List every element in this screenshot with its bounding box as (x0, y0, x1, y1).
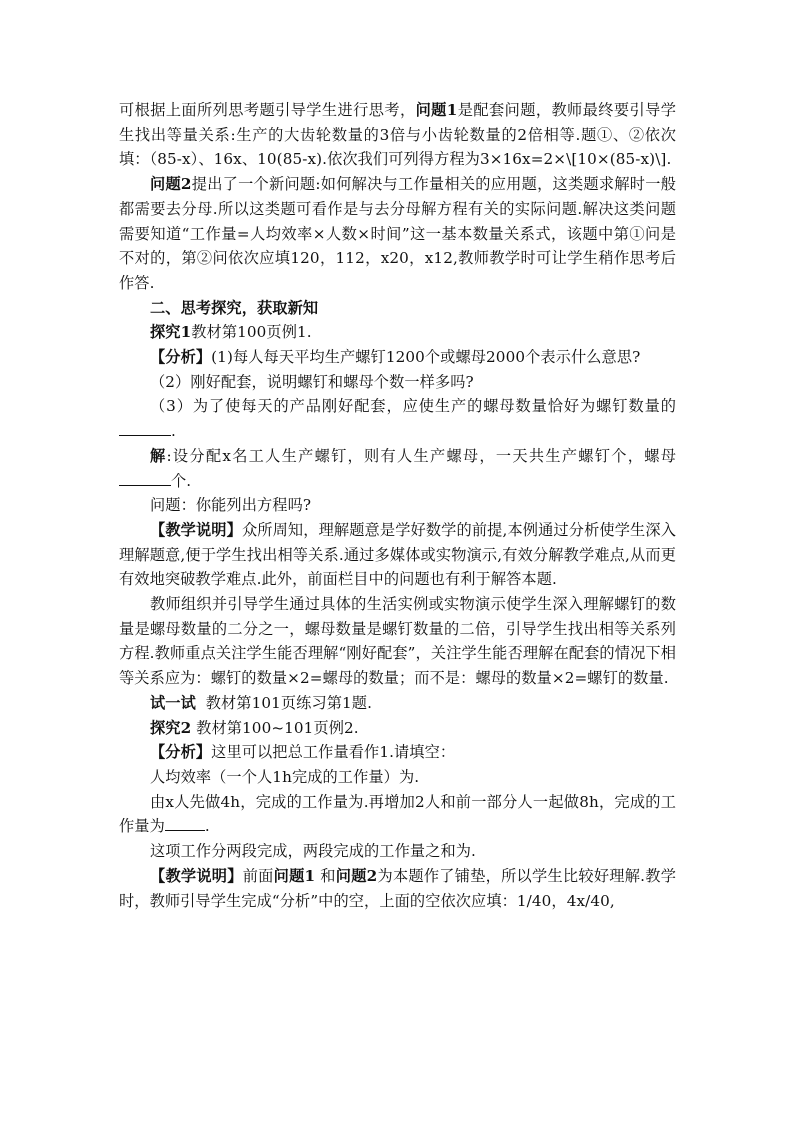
paragraph-fill-2 (119, 790, 676, 839)
paragraph-analysis-4 (119, 740, 676, 765)
fill-blank (119, 421, 171, 436)
text-run: 和 (315, 866, 336, 885)
bold-term: 试一试 (150, 693, 196, 712)
bold-term: 问题1 (273, 866, 316, 885)
text-run: :设分配x名工人生产螺钉，则有人生产螺母，一天共生产螺钉个，螺母 (166, 446, 676, 465)
section-heading: 二、思考探究，获取新知 (150, 298, 319, 317)
bold-term: 【分析】 (150, 743, 212, 762)
text-run: . (204, 817, 210, 836)
paragraph-problem-1 (119, 98, 676, 172)
bold-term: 探究2 (150, 718, 192, 737)
bold-term: 【教学说明】 (150, 866, 243, 885)
bold-term: 问题1 (415, 101, 458, 119)
text-run: 由x人先做4h，完成的工作量为.再增加2人和前一部分人一起做8h，完成的工作量为 (119, 792, 676, 836)
bold-term: 解 (150, 446, 167, 465)
text-run: 为本题作了铺垫，所以学生比较好理解.教学时，教师引导学生完成“分析”中的空，上面的空依次应填：1/40，4x/40, (119, 866, 676, 910)
text-run: (1)每人每天平均生产螺钉1200个或螺母2000个表示什么意思? (211, 348, 641, 367)
text-run: . (171, 422, 176, 441)
text-run: 前面 (242, 866, 274, 885)
paragraph-teacher-guide: 教师组织并引导学生通过具体的生活实例或实物演示使学生深入理解螺钉的数量是螺母数量的二分之一，螺母数量是螺钉数量的二倍，引导学生找出相等关系列方程.教师重点关注学生能否理解“刚好配套”，关注学生能否理解在配套的情况下相等关系应为：螺钉的数量×2=螺母的数量；而不是：螺母的数量×2=螺钉的数量. (119, 595, 676, 688)
text-run: 可根据上面所列思考题引导学生进行思考， (119, 101, 416, 119)
fill-blank (119, 471, 171, 486)
paragraph-explore-1 (119, 320, 676, 345)
paragraph-fill-3: 这项工作分两段完成，两段完成的工作量之和为. (150, 842, 476, 861)
text-run: 提出了一个新问题:如何解决与工作量相关的应用题，这类题求解时一般都需要去分母.所以这类题可看作是与去分母解方程有关的实际问题.解决这类问题需要知道“工作量=人均效率×人数×时间”这一基本数量关系式，该题中第①问是不对的，第②问依次应填120，112，x20，x12,教师教学时可让学生稍作思考后作答. (119, 175, 676, 292)
text-run: 这里可以把总工作量看作1.请填空： (211, 743, 456, 762)
text-run: 个. (171, 471, 192, 490)
text-run: 教材第100页例1. (191, 323, 312, 342)
text-run: （3）为了使每天的产品刚好配套，应使生产的螺母数量恰好为螺钉数量的 (150, 397, 676, 416)
paragraph-teaching-note-2 (119, 864, 676, 913)
paragraph-explore-2 (119, 716, 676, 741)
paragraph-fill-1: 人均效率（一个人1h完成的工作量）为. (150, 767, 420, 786)
bold-term: 问题2 (150, 175, 192, 194)
paragraph-try-it (119, 691, 676, 716)
paragraph-analysis-3 (119, 394, 676, 443)
paragraph-analysis-1 (119, 345, 676, 370)
bold-term: 【分析】 (150, 348, 212, 367)
text-run: 众所周知，理解题意是学好数学的前提,本例通过分析使学生深入理解题意,便于学生找出相等关系.通过多媒体或实物演示,有效分解教学难点,从而更有效地突破教学难点.此外，前面栏目中的问题也有利于解答本题. (119, 520, 676, 589)
text-run: 教材第101页练习第1题. (195, 693, 373, 712)
text-run: 是配套问题，教师最终要引导学生找出等量关系:生产的大齿轮数量的3倍与小齿轮数量的2倍相等.题①、②依次填：（85-x）、16x、10(85-x).依次我们可列得方程为3×16x=2×\[10×(85-x)\]. (119, 101, 676, 169)
paragraph-teaching-note-1 (119, 518, 676, 592)
fill-blank (165, 816, 205, 831)
paragraph-solution (119, 444, 676, 493)
bold-term: 问题2 (335, 866, 378, 885)
text-run: 教材第100~101页例2. (191, 718, 359, 737)
bold-term: 【教学说明】 (150, 520, 242, 539)
paragraph-problem-2 (119, 172, 676, 296)
bold-term: 探究1 (150, 323, 192, 342)
paragraph-analysis-2: （2）刚好配套，说明螺钉和螺母个数一样多吗? (150, 372, 474, 391)
paragraph-question: 问题：你能列出方程吗? (150, 496, 312, 515)
